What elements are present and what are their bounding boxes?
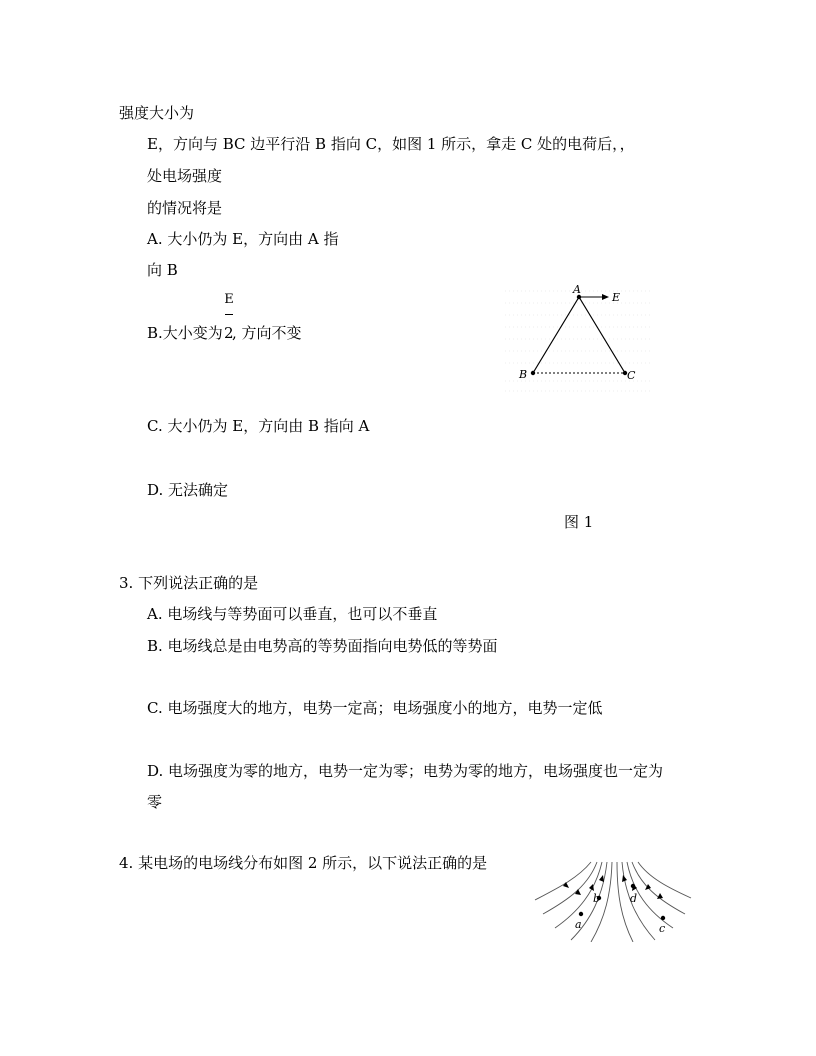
q2-option-b-fraction-numerator: E — [224, 292, 234, 307]
figure-2-point-a — [579, 912, 583, 916]
q2-option-a-line-2: 向 B — [147, 261, 178, 279]
figure-2-label-a: a — [575, 918, 582, 931]
q2-option-a-line-1: A. 大小仍为 E，方向由 A 指 — [147, 230, 339, 248]
figure-1-point-b — [531, 371, 535, 375]
q2-option-c: C. 大小仍为 E，方向由 B 指向 A — [147, 417, 370, 435]
figure-1-label-e: E — [612, 291, 621, 304]
field-line — [638, 862, 691, 898]
field-arrow — [563, 882, 569, 888]
intro-line-3: 处电场强度 — [147, 167, 223, 185]
field-arrow — [599, 875, 604, 882]
q3-option-c: C. 电场强度大的地方，电势一定高；电场强度小的地方，电势一定低 — [147, 699, 603, 717]
figure-2-point-d — [631, 884, 635, 888]
q2-option-b-prefix: B.大小变为 — [147, 324, 223, 342]
intro-line-2: E，方向与 BC 边平行沿 B 指向 C，如图 1 所示，拿走 C 处的电荷后，， — [147, 135, 635, 153]
q4-stem: 4. 某电场的电场线分布如图 2 所示，以下说法正确的是 — [119, 854, 488, 872]
field-line — [632, 862, 685, 914]
figure-1-triangle-diagram — [505, 283, 653, 395]
intro-line-1: 强度大小为 — [119, 104, 195, 122]
intro-line-4: 的情况将是 — [147, 199, 223, 217]
field-arrow — [657, 893, 663, 899]
figure-2-point-c — [661, 916, 665, 920]
q2-option-b-suffix: , 方向不变 — [232, 324, 302, 342]
q2-option-b-fraction-denominator: 2 — [224, 324, 234, 342]
figure-2-field-lines-diagram — [533, 858, 693, 942]
field-line — [543, 862, 597, 914]
figure-1-side-ac — [579, 297, 625, 373]
figure-1-label-a: A — [573, 283, 581, 296]
q3-option-a: A. 电场线与等势面可以垂直，也可以不垂直 — [147, 605, 438, 623]
figure-2-label-b: b — [593, 892, 601, 905]
q3-option-d-line-1: D. 电场强度为零的地方，电势一定为零；电势为零的地方，电场强度也一定为 — [147, 762, 664, 780]
q3-option-d-line-2: 零 — [147, 793, 163, 811]
figure-2-label-c: c — [659, 922, 666, 935]
figure-2-label-d: d — [630, 892, 638, 905]
figure-1-caption: 图 1 — [564, 513, 594, 531]
figure-1-label-b: B — [519, 368, 528, 381]
figure-1-field-arrowhead — [602, 294, 609, 300]
q3-option-b: B. 电场线总是由电势高的等势面指向电势低的等势面 — [147, 637, 498, 655]
field-arrow — [622, 875, 627, 882]
figure-1-side-ab — [533, 297, 579, 373]
q2-option-b-fraction-bar — [225, 314, 233, 315]
q3-stem: 3. 下列说法正确的是 — [119, 574, 259, 592]
field-line — [535, 862, 591, 900]
q2-option-d: D. 无法确定 — [147, 481, 229, 499]
figure-1-label-c: C — [627, 369, 636, 382]
